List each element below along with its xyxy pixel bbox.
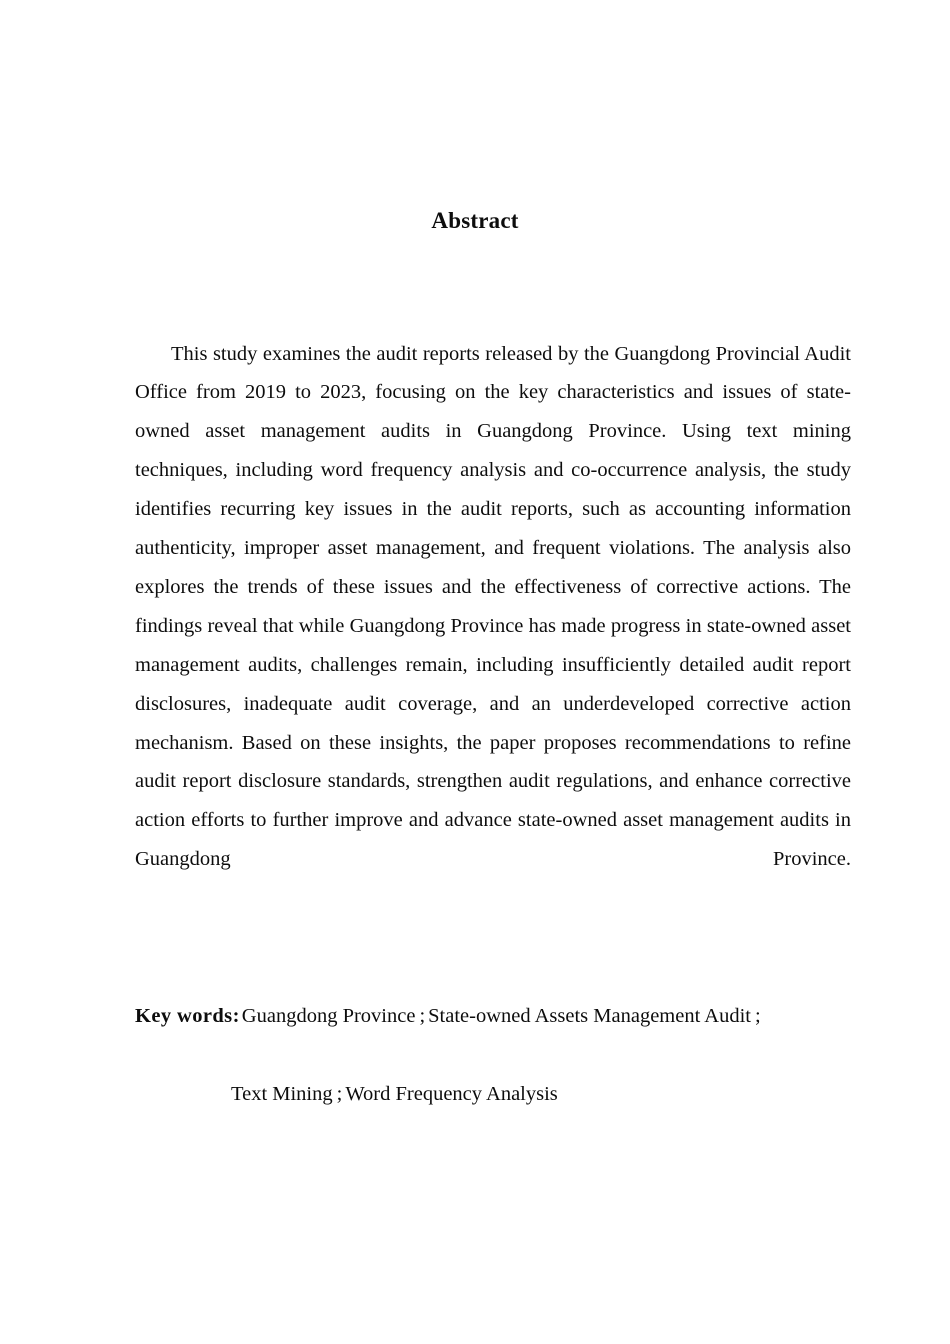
abstract-paragraph: This study examines the audit reports released by the Guangdong Provincial Audit Office from 2019 to 2023, focusing on the key characteristics and issues of state-owned asset management audits in Guangdong Province. Using text mining techniques, including word frequency analysis and co-occurrence analysis, the study identifies recurring key issues in the audit reports, such as accounting information authenticity, improper asset management, and frequent violations. The analysis also explores the trends of these issues and the effectiveness of corrective actions. The findings reveal that while Guangdong Province has made progress in state-owned asset management audits, challenges remain, including insufficiently detailed audit report disclosures, inadequate audit coverage, and an underdeveloped corrective action mechanism. Based on these insights, the paper proposes recommendations to refine audit report disclosure standards, strengthen audit regulations, and enhance corrective action efforts to further improve and advance state-owned asset management audits in Guangdong Province. xyxy=(135,342,851,871)
keywords-label: Key words xyxy=(135,1005,233,1027)
keyword-item-2: State-owned Assets Management Audit xyxy=(428,1005,751,1027)
keyword-separator-2: ; xyxy=(754,1005,761,1027)
page-title: Abstract xyxy=(431,208,519,234)
keyword-item-4: Word Frequency Analysis xyxy=(345,1083,558,1105)
keyword-item-3: Text Mining xyxy=(231,1083,333,1105)
keywords-colon: : xyxy=(232,1005,240,1027)
keyword-separator-1: ; xyxy=(419,1005,426,1027)
keyword-item-1: Guangdong Province xyxy=(241,1005,416,1027)
keywords-line-secondary xyxy=(135,1075,851,1113)
keywords-line-primary xyxy=(135,997,851,1035)
keyword-separator-3: ; xyxy=(336,1083,343,1105)
keywords-section xyxy=(135,997,851,1113)
